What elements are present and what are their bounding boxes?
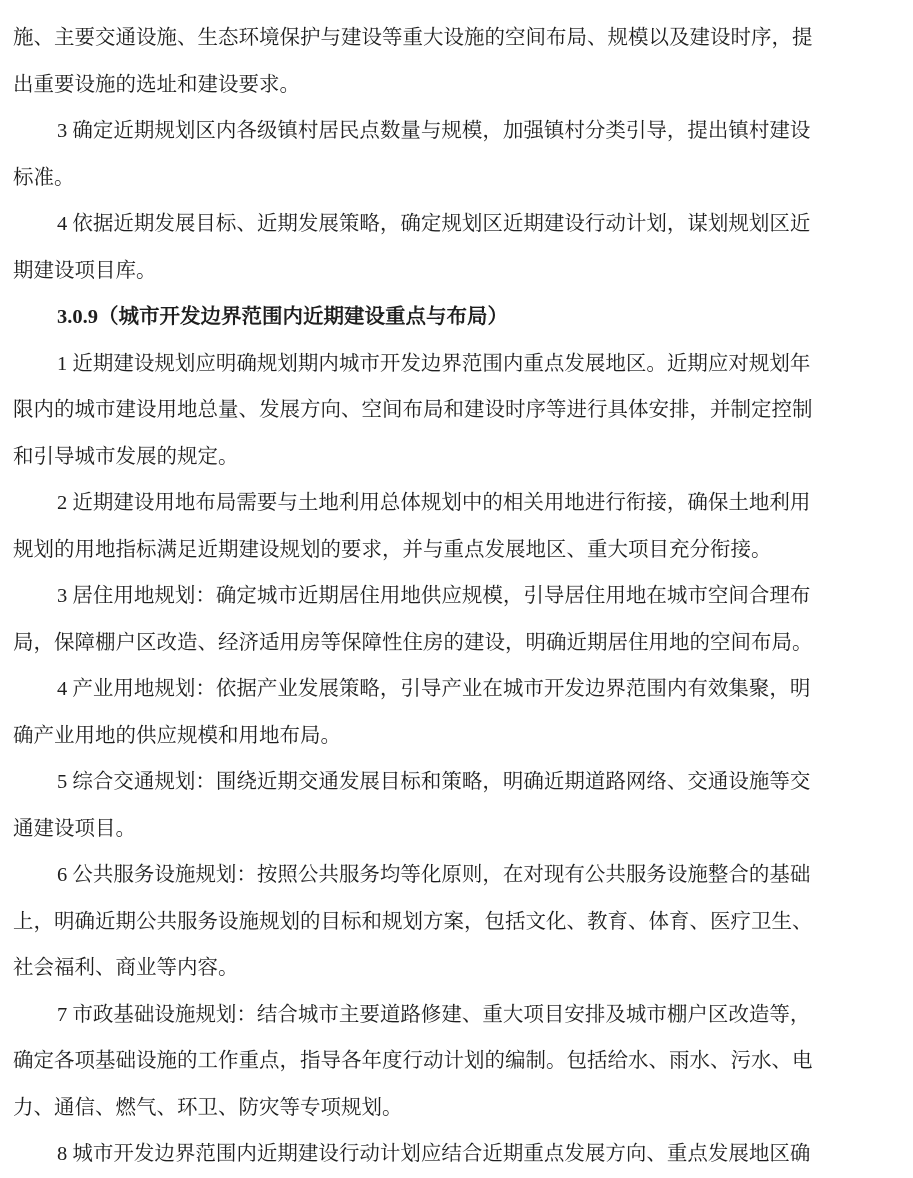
text-line: 6 公共服务设施规划：按照公共服务均等化原则，在对现有公共服务设施整合的基础 <box>57 864 811 886</box>
text-line: 1 近期建设规划应明确规划期内城市开发边界范围内重点发展地区。近期应对规划年 <box>57 352 811 375</box>
document-body <box>13 15 913 1178</box>
text-line: 和引导城市发展的规定。 <box>13 445 239 468</box>
text-line: 3 确定近期规划区内各级镇村居民点数量与规模，加强镇村分类引导，提出镇村建设 <box>57 120 811 142</box>
text-line: 3 居住用地规划：确定城市近期居住用地供应规模，引导居住用地在城市空间合理布 <box>57 585 811 607</box>
text-line: 确产业用地的供应规模和用地布局。 <box>13 724 341 747</box>
text-line: 社会福利、商业等内容。 <box>13 957 239 979</box>
text-line: 7 市政基础设施规划：结合城市主要道路修建、重大项目安排及城市棚户区改造等， <box>57 1003 811 1026</box>
text-line: 标准。 <box>13 166 75 189</box>
text-line: 上，明确近期公共服务设施规划的目标和规划方案，包括文化、教育、体育、医疗卫生、 <box>13 910 813 933</box>
text-line: 期建设项目库。 <box>13 259 157 282</box>
text-line: 出重要设施的选址和建设要求。 <box>13 73 300 96</box>
text-line: 通建设项目。 <box>13 817 136 840</box>
text-line: 4 产业用地规划：依据产业发展策略，引导产业在城市开发边界范围内有效集聚，明 <box>57 678 811 700</box>
section-heading-3-0-9: 3.0.9（城市开发边界范围内近期建设重点与布局） <box>57 306 508 328</box>
text-line: 2 近期建设用地布局需要与土地利用总体规划中的相关用地进行衔接，确保土地利用 <box>57 492 811 514</box>
text-line: 4 依据近期发展目标、近期发展策略，确定规划区近期建设行动计划，谋划规划区近 <box>57 213 811 235</box>
text-line: 力、通信、燃气、环卫、防灾等专项规划。 <box>13 1096 403 1119</box>
text-line-clipped: 8 城市开发边界范围内近期建设行动计划应结合近期重点发展方向、重点发展地区确 <box>57 1143 811 1165</box>
text-line: 局，保障棚户区改造、经济适用房等保障性住房的建设，明确近期居住用地的空间布局。 <box>13 631 813 654</box>
text-line: 规划的用地指标满足近期建设规划的要求，并与重点发展地区、重大项目充分衔接。 <box>13 538 772 561</box>
text-line: 限内的城市建设用地总量、发展方向、空间布局和建设时序等进行具体安排，并制定控制 <box>13 399 813 421</box>
text-line: 施、主要交通设施、生态环境保护与建设等重大设施的空间布局、规模以及建设时序，提 <box>13 27 813 49</box>
text-line: 确定各项基础设施的工作重点，指导各年度行动计划的编制。包括给水、雨水、污水、电 <box>13 1050 813 1072</box>
text-line: 5 综合交通规划：围绕近期交通发展目标和策略，明确近期道路网络、交通设施等交 <box>57 771 811 793</box>
